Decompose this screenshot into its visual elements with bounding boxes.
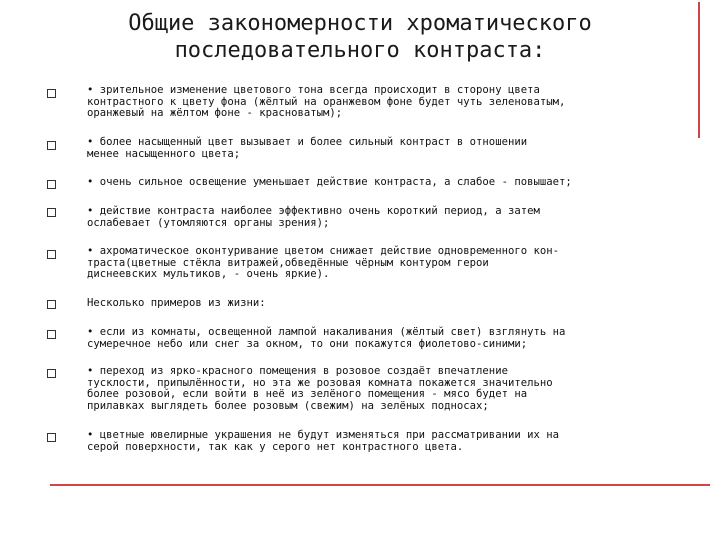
hollow-square-bullet-icon (47, 141, 56, 150)
accent-rule-horizontal (50, 484, 710, 486)
item-line: • действие контраста наиболее эффективно очень короткий период, а затем (87, 205, 540, 217)
hollow-square-bullet-icon (47, 89, 56, 98)
item-line: серой поверхности, так как у серого нет контрастного цвета. (87, 440, 464, 453)
accent-rule-vertical (698, 2, 700, 138)
hollow-square-bullet-icon (47, 369, 56, 378)
title-line-2: последовательного контраста: (174, 38, 546, 63)
bullet-item-2 (87, 137, 687, 160)
bullet-item-5 (87, 246, 687, 281)
bullet-item-8 (87, 366, 687, 412)
item-line: тусклости, припылённости, но эта же розовая комната покажется значительно (87, 376, 553, 389)
hollow-square-bullet-icon (47, 433, 56, 442)
title-line-1: Общие закономерности хроматического (128, 11, 592, 36)
hollow-square-bullet-icon (47, 180, 56, 189)
item-line: прилавках выглядеть более розовым (свежим) на зелёных подносах; (87, 399, 489, 412)
item-line: Несколько примеров из жизни: (87, 297, 266, 309)
bullet-item-1 (87, 85, 687, 120)
item-line: менее насыщенного цвета; (87, 147, 241, 160)
item-line: контрастного к цвету фона (жёлтый на оранжевом фоне будет чуть зеленоватым, (87, 95, 566, 108)
hollow-square-bullet-icon (47, 330, 56, 339)
slide-title (90, 10, 630, 64)
item-line: • цветные ювелирные украшения не будут изменяться при рассматривании их на (87, 429, 559, 441)
hollow-square-bullet-icon (47, 300, 56, 309)
bullet-item-6 (87, 298, 687, 310)
bullet-item-7 (87, 327, 687, 350)
item-line: траста(цветные стёкла витражей,обведённые чёрным контуром герои (87, 256, 489, 269)
bullet-item-3 (87, 177, 687, 189)
item-line: более розовой, если войти в неё из зелёного помещения - мясо будет на (87, 388, 528, 400)
item-line: ослабевает (утомляются органы зрения); (87, 216, 330, 229)
item-line: • зрительное изменение цветового тона всегда происходит в сторону цвета (87, 84, 540, 96)
item-line: диснеевских мультиков, - очень яркие). (87, 268, 330, 280)
item-line: оранжевый на жёлтом фоне - красноватым); (87, 107, 343, 119)
item-line: • если из комнаты, освещенной лампой накаливания (жёлтый свет) взглянуть на (87, 326, 566, 338)
hollow-square-bullet-icon (47, 208, 56, 217)
item-line: • переход из ярко-красного помещения в розовое создаёт впечатление (87, 365, 508, 377)
item-line: • очень сильное освещение уменьшает действие контраста, а слабое - повышает; (87, 176, 572, 188)
bullet-item-9 (87, 430, 687, 453)
item-line: • более насыщенный цвет вызывает и более сильный контраст в отношении (87, 136, 528, 148)
item-line: сумеречное небо или снег за окном, то они покажутся фиолетово-синими; (87, 337, 528, 350)
bullet-item-4 (87, 206, 687, 229)
item-line: • ахроматическое оконтуривание цветом снижает действие одновременного кон- (87, 245, 559, 257)
hollow-square-bullet-icon (47, 250, 56, 259)
